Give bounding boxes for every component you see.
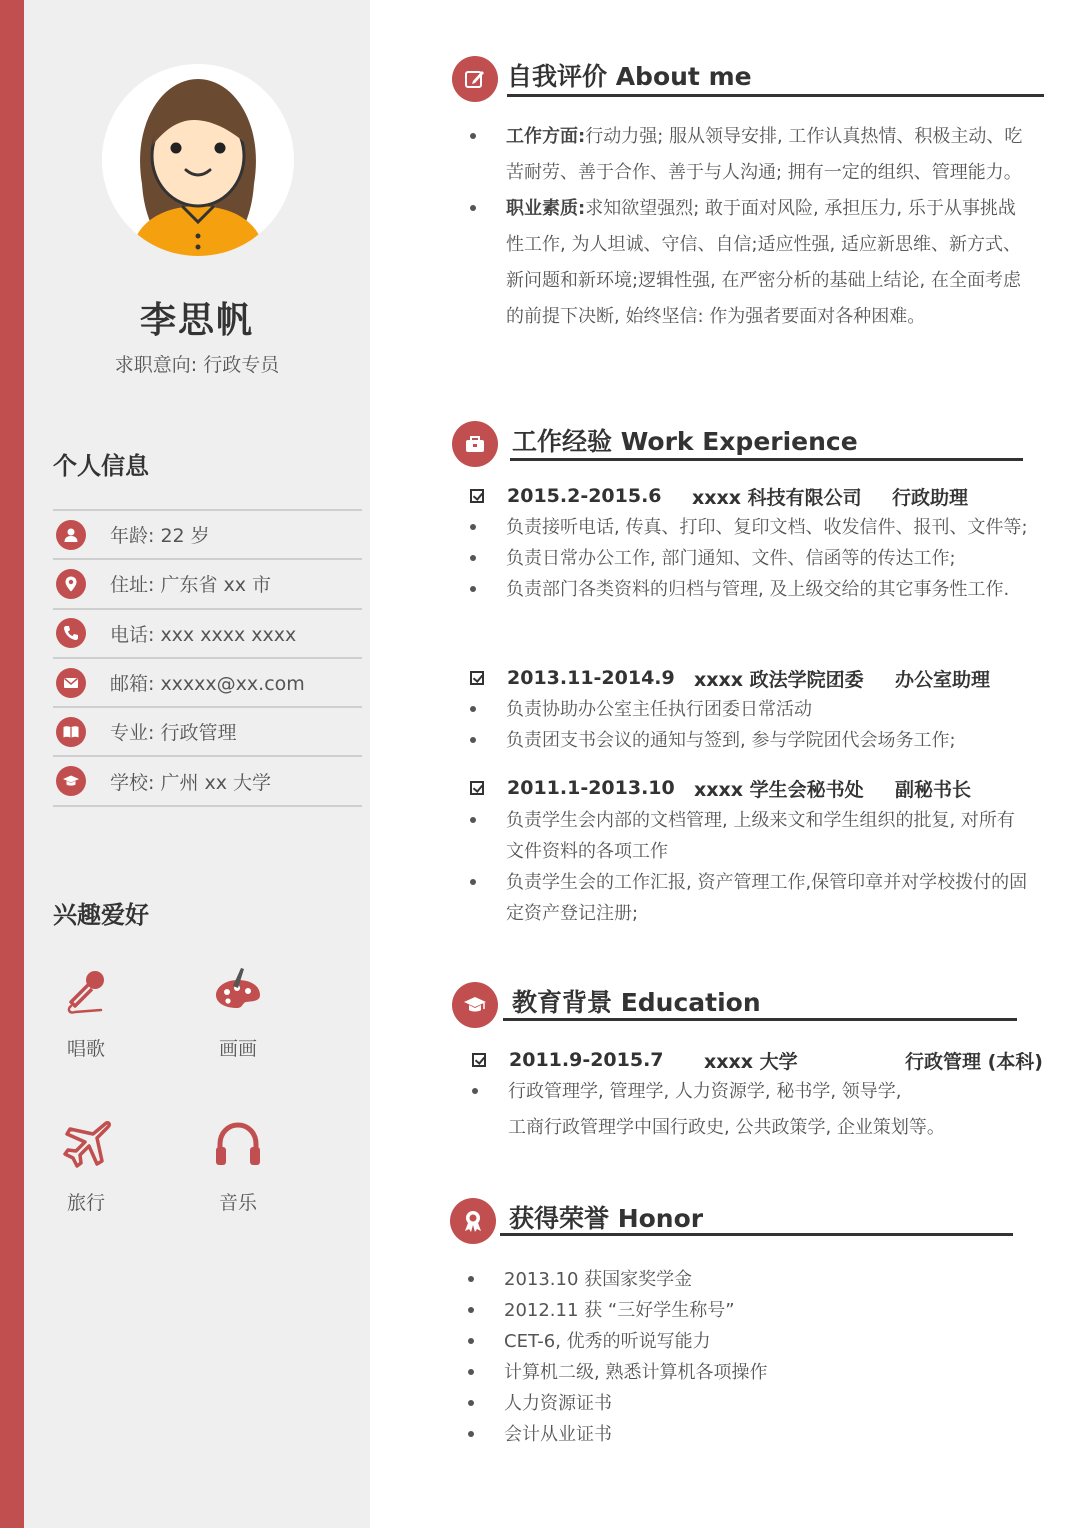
job-org: xxxx 学生会秘书处 [694, 778, 864, 801]
graduation-cap-icon [462, 992, 488, 1018]
medal-icon [460, 1208, 486, 1234]
duty-item: 负责学生会的工作汇报, 资产管理工作,保管印章并对学校拨付的固定资产登记注册; [470, 867, 1030, 929]
honor-item: 2012.11 获 “三好学生称号” [468, 1295, 1028, 1326]
about-item-quality [470, 191, 1030, 335]
duty-item: 负责接听电话, 传真、打印、复印文档、收发信件、报刊、文件等; [470, 512, 1030, 543]
about-rule [507, 94, 1044, 97]
book-icon [56, 717, 86, 747]
honor-item: CET-6, 优秀的听说写能力 [468, 1326, 1028, 1357]
job-3-header [470, 773, 971, 803]
courses-item [472, 1074, 1032, 1146]
checkbox-icon [472, 1053, 486, 1067]
job-period: 2015.2-2015.6 [507, 485, 662, 507]
honor-section-icon [450, 1198, 496, 1244]
education-rule [503, 1018, 1017, 1021]
location-pin-icon [56, 569, 86, 599]
job-intent: 求职意向: 行政专员 [114, 354, 280, 376]
hobby-label: 画画 [218, 1038, 257, 1060]
honor-item: 2013.10 获国家奖学金 [468, 1264, 1028, 1295]
honor-item: 人力资源证书 [468, 1388, 1028, 1419]
job-org: xxxx 科技有限公司 [692, 486, 862, 509]
info-email: 邮箱: xxxxx@xx.com [110, 673, 305, 696]
checkbox-icon [470, 489, 484, 503]
job-role: 办公室助理 [895, 668, 991, 691]
education-courses [472, 1074, 1032, 1146]
job-period: 2011.1-2013.10 [507, 777, 675, 799]
duty-item: 负责部门各类资料的归档与管理, 及上级交给的其它事务性工作. [470, 574, 1030, 605]
personal-info-heading: 个人信息 [53, 452, 149, 480]
hobbies-heading: 兴趣爱好 [53, 901, 149, 929]
info-major: 专业: 行政管理 [110, 722, 237, 745]
about-title: 自我评价 About me [507, 62, 752, 91]
about-item-lead: 工作方面: [506, 126, 586, 147]
education-section-icon [452, 982, 498, 1028]
hobby-painting [183, 964, 293, 1061]
duty-item: 负责学生会内部的文档管理, 上级来文和学生组织的批复, 对所有文件资料的各项工作 [470, 805, 1030, 867]
palette-icon [211, 964, 265, 1018]
education-period: 2011.9-2015.7 [509, 1049, 664, 1071]
duty-item: 负责日常办公工作, 部门通知、文件、信函等的传达工作; [470, 543, 1030, 574]
info-row-email [53, 659, 362, 708]
experience-title: 工作经验 Work Experience [512, 427, 858, 456]
education-header [472, 1045, 1043, 1075]
courses-line-2: 工商行政管理学中国行政史, 公共政策学, 企业策划等。 [508, 1117, 945, 1138]
briefcase-icon [462, 431, 488, 457]
checkbox-icon [470, 781, 484, 795]
info-row-school [53, 757, 362, 806]
info-address: 住址: 广东省 xx 市 [110, 574, 272, 597]
about-item-text: 求知欲望强烈; 敢于面对风险, 承担压力, 乐于从事挑战性工作, 为人坦诚、守信、自信;适应性强, 适应新思维、新方式、新问题和新环境;逻辑性强, 在严密分析的基础上结论, 在全面考虑的前提下决断, 始终坚信: 作为强者要面对各种困难。 [506, 198, 1021, 327]
about-section-icon [452, 56, 498, 102]
hobby-music [183, 1118, 293, 1215]
avatar [102, 64, 294, 256]
airplane-icon [59, 1118, 113, 1172]
info-phone: 电话: xxx xxxx xxxx [110, 623, 297, 646]
hobby-travel [31, 1118, 141, 1215]
duty-item: 负责协助办公室主任执行团委日常活动 [470, 694, 1030, 725]
info-row-major [53, 708, 362, 757]
honor-item: 会计从业证书 [468, 1419, 1028, 1450]
personal-info-list [53, 509, 362, 807]
job-org: xxxx 政法学院团委 [694, 668, 864, 691]
about-item-text: 行动力强; 服从领导安排, 工作认真热情、积极主动、吃苦耐劳、善于合作、善于与人沟通; 拥有一定的组织、管理能力。 [506, 126, 1023, 183]
job-1-duties [470, 512, 1030, 605]
accent-bar [0, 0, 24, 1528]
courses-line-1: 行政管理学, 管理学, 人力资源学, 秘书学, 领导学, [508, 1081, 902, 1102]
education-major: 行政管理 (本科) [905, 1050, 1043, 1073]
hobby-singing [31, 964, 141, 1061]
person-icon [56, 520, 86, 550]
microphone-icon [59, 964, 113, 1018]
job-role: 行政助理 [892, 486, 969, 509]
candidate-name: 李思帆 [139, 300, 254, 341]
edit-icon [462, 66, 488, 92]
info-row-address [53, 560, 362, 609]
honor-list [468, 1264, 1028, 1450]
experience-section-icon [452, 421, 498, 467]
hobby-label: 音乐 [218, 1192, 257, 1214]
job-2-header [470, 663, 990, 693]
info-age: 年龄: 22 岁 [110, 525, 210, 548]
info-school: 学校: 广州 xx 大学 [110, 771, 272, 794]
avatar-illustration [102, 64, 294, 256]
hobby-label: 唱歌 [66, 1038, 105, 1060]
education-school: xxxx 大学 [704, 1050, 798, 1073]
job-period: 2013.11-2014.9 [507, 667, 675, 689]
graduation-cap-icon [56, 766, 86, 796]
honor-item: 计算机二级, 熟悉计算机各项操作 [468, 1357, 1028, 1388]
checkbox-icon [470, 671, 484, 685]
education-title: 教育背景 Education [512, 988, 761, 1017]
honor-rule [500, 1233, 1013, 1236]
hobby-label: 旅行 [66, 1192, 105, 1214]
about-item-work [470, 119, 1030, 191]
phone-icon [56, 618, 86, 648]
job-1-header [470, 481, 968, 511]
job-3-duties [470, 805, 1030, 929]
about-item-lead: 职业素质: [506, 198, 586, 219]
info-row-age [53, 511, 362, 560]
honor-title: 获得荣誉 Honor [509, 1204, 704, 1233]
experience-rule [510, 458, 1023, 461]
headphones-icon [211, 1118, 265, 1172]
mail-icon [56, 668, 86, 698]
duty-item: 负责团支书会议的通知与签到, 参与学院团代会场务工作; [470, 725, 1030, 756]
info-row-phone [53, 610, 362, 659]
job-2-duties [470, 694, 1030, 756]
job-role: 副秘书长 [895, 778, 972, 801]
about-list [470, 119, 1030, 335]
